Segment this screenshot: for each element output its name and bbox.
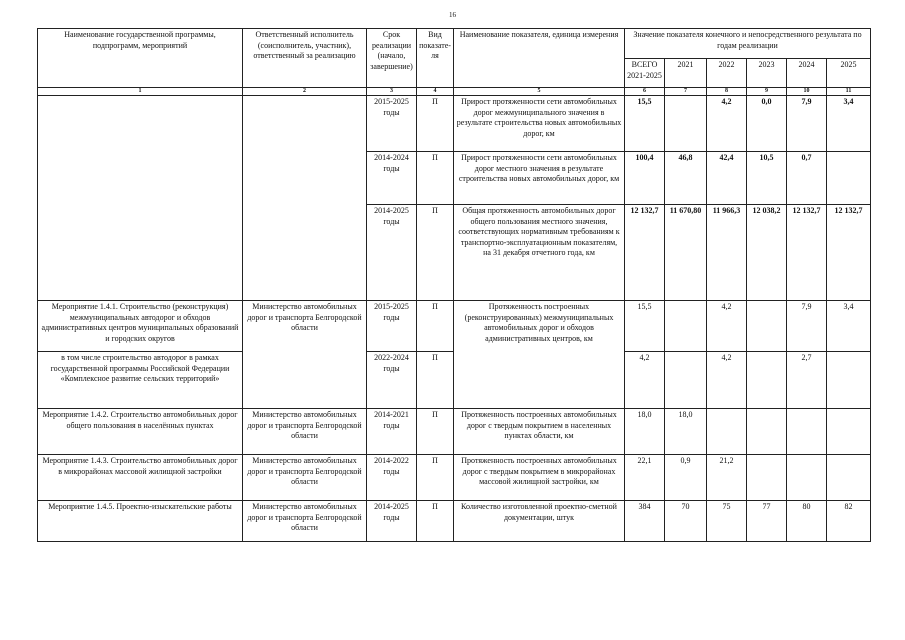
header-year-2025: 2025 [827,59,871,88]
column-numbers-row [38,88,871,96]
column-number: 3 [367,88,417,96]
value-2022 [707,409,747,455]
value-2024: 7,9 [787,301,827,352]
page-number: 16 [449,11,456,19]
term-cell: 2014-2021 годы [367,409,417,455]
value-2025 [827,352,871,409]
program-name-cell [38,96,243,301]
header-indicator-type: Вид показате-ля [417,29,454,88]
indicator-name-cell: Прирост протяженности сети автомобильных дорог межмуниципального значения в результате строительства новых автомобильных дорог, км [454,96,625,152]
value-2021: 11 670,80 [665,205,707,301]
header-year-2023: 2023 [747,59,787,88]
indicator-name-cell: Общая протяженность автомобильных дорог общего пользования местного значения, соответствующих нормативным требованиям к транспортно-эксплуатационным показателям, на 31 декабря отчетного года, км [454,205,625,301]
indicator-type-cell: П [417,96,454,152]
value-2022: 42,4 [707,152,747,205]
value-2025: 82 [827,501,871,542]
term-cell: 2014-2022 годы [367,455,417,501]
value-2025 [827,152,871,205]
column-number: 5 [454,88,625,96]
value-2023: 77 [747,501,787,542]
value-2021: 18,0 [665,409,707,455]
value-2021 [665,301,707,352]
value-2022: 4,2 [707,96,747,152]
value-2022: 11 966,3 [707,205,747,301]
term-cell: 2014-2024 годы [367,152,417,205]
column-number: 1 [38,88,243,96]
term-cell: 2015-2025 годы [367,301,417,352]
value-2023: 12 038,2 [747,205,787,301]
indicator-name-cell: Протяженность построенных автомобильных дорог с твердым покрытием в микрорайонах массовой жилищной застройки, км [454,455,625,501]
responsible-cell: Министерство автомобильных дорог и транспорта Белгородской области [243,409,367,455]
term-cell: 2014-2025 годы [367,205,417,301]
value-2025: 3,4 [827,96,871,152]
column-number: 2 [243,88,367,96]
indicator-name-cell: Количество изготовленной проектно-сметной документации, штук [454,501,625,542]
value-total: 12 132,7 [625,205,665,301]
indicator-type-cell: П [417,352,454,409]
value-total: 18,0 [625,409,665,455]
header-year-2024: 2024 [787,59,827,88]
program-name-cell: в том числе строительство автодорог в рамках государственной программы Российской Федерации «Комплексное развитие сельских территорий» [38,352,243,409]
value-total: 100,4 [625,152,665,205]
value-2024 [787,409,827,455]
program-name-cell: Мероприятие 1.4.5. Проектно-изыскательские работы [38,501,243,542]
indicator-type-cell: П [417,455,454,501]
value-2024: 0,7 [787,152,827,205]
responsible-cell: Министерство автомобильных дорог и транспорта Белгородской области [243,301,367,409]
value-2024: 80 [787,501,827,542]
value-2024: 12 132,7 [787,205,827,301]
header-term: Срок реализации (начало, завершение) [367,29,417,88]
header-indicator-name: Наименование показателя, единица измерения [454,29,625,88]
term-cell: 2022-2024 годы [367,352,417,409]
indicator-type-cell: П [417,205,454,301]
table-row [38,301,871,352]
column-number: 11 [827,88,871,96]
value-2024: 7,9 [787,96,827,152]
value-total: 4,2 [625,352,665,409]
value-2021 [665,352,707,409]
indicator-type-cell: П [417,152,454,205]
value-2023: 10,5 [747,152,787,205]
value-2021: 0,9 [665,455,707,501]
value-total: 15,5 [625,301,665,352]
header-year-2021: 2021 [665,59,707,88]
value-2025: 12 132,7 [827,205,871,301]
program-name-cell: Мероприятие 1.4.1. Строительство (реконструкция) межмуниципальных автодорог и обходов административных центров муниципальных образований и городских округов [38,301,243,352]
value-2022: 75 [707,501,747,542]
column-number: 9 [747,88,787,96]
header-program-name: Наименование государственной программы, подпрограмм, мероприятий [38,29,243,88]
responsible-cell [243,96,367,301]
value-2024: 2,7 [787,352,827,409]
column-number: 4 [417,88,454,96]
column-number: 7 [665,88,707,96]
value-2023: 0,0 [747,96,787,152]
indicator-name-cell: Протяженность построенных автомобильных дорог с твердым покрытием в населенных пунктах области, км [454,409,625,455]
value-total: 22,1 [625,455,665,501]
value-2022: 4,2 [707,301,747,352]
table-row [38,455,871,501]
value-2021: 70 [665,501,707,542]
value-2022: 21,2 [707,455,747,501]
value-2023 [747,455,787,501]
value-2023 [747,352,787,409]
value-2021 [665,96,707,152]
table-row [38,501,871,542]
indicators-table [37,28,871,542]
value-2025: 3,4 [827,301,871,352]
responsible-cell: Министерство автомобильных дорог и транспорта Белгородской области [243,455,367,501]
column-number: 8 [707,88,747,96]
program-name-cell: Мероприятие 1.4.2. Строительство автомобильных дорог общего пользования в населённых пунктах [38,409,243,455]
column-number: 6 [625,88,665,96]
program-name-cell: Мероприятие 1.4.3. Строительство автомобильных дорог в микрорайонах массовой жилищной застройки [38,455,243,501]
indicator-type-cell: П [417,301,454,352]
value-total: 384 [625,501,665,542]
header-year-2022: 2022 [707,59,747,88]
table-row [38,96,871,152]
header-total: ВСЕГО 2021-2025 [625,59,665,88]
value-total: 15,5 [625,96,665,152]
value-2025 [827,409,871,455]
value-2024 [787,455,827,501]
header-responsible: Ответственный исполнитель (соисполнитель, участник), ответственный за реализацию [243,29,367,88]
indicator-name-cell: Прирост протяженности сети автомобильных дорог местного значения в результате строительства новых автомобильных дорог, км [454,152,625,205]
value-2021: 46,8 [665,152,707,205]
value-2023 [747,301,787,352]
value-2023 [747,409,787,455]
indicator-name-cell: Протяженность построенных (реконструированных) межмуниципальных автомобильных дорог и обходов административных центров, км [454,301,625,409]
table-row [38,409,871,455]
indicator-type-cell: П [417,501,454,542]
term-cell: 2014-2025 годы [367,501,417,542]
responsible-cell: Министерство автомобильных дорог и транспорта Белгородской области [243,501,367,542]
header-values-group: Значение показателя конечного и непосредственного результата по годам реализации [625,29,871,59]
value-2022: 4,2 [707,352,747,409]
term-cell: 2015-2025 годы [367,96,417,152]
column-number: 10 [787,88,827,96]
indicator-type-cell: П [417,409,454,455]
value-2025 [827,455,871,501]
